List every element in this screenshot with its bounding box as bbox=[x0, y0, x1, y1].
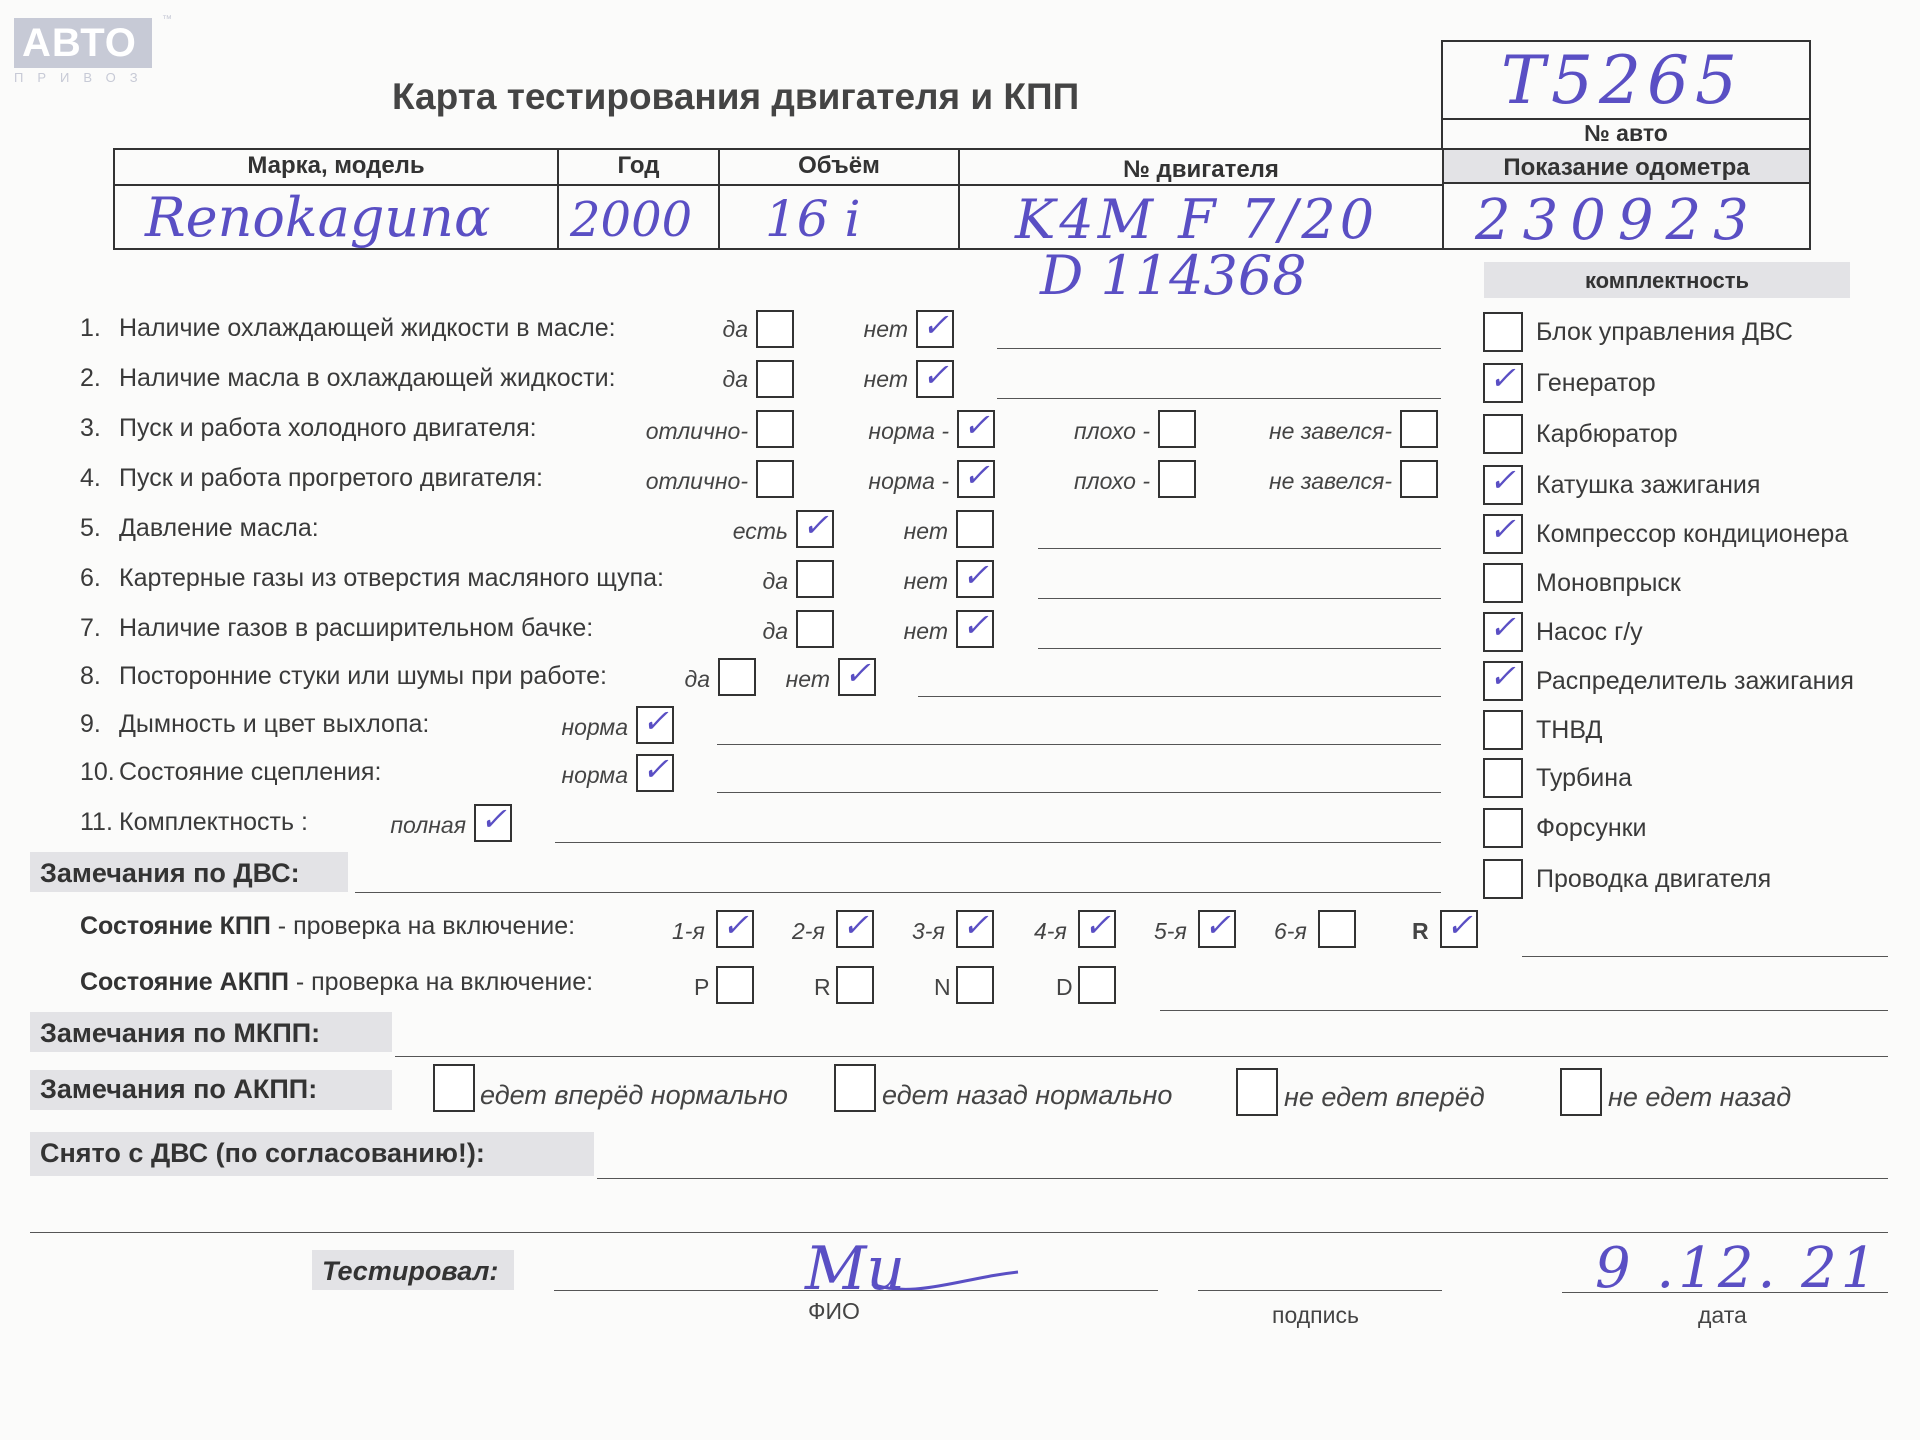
notes-line bbox=[997, 348, 1441, 349]
akpp-remark-option: не едет назад bbox=[1608, 1082, 1792, 1112]
option-checkbox[interactable] bbox=[838, 654, 876, 696]
option-checkbox[interactable] bbox=[636, 702, 674, 744]
check-mark-icon: ✓ bbox=[1489, 461, 1516, 499]
check-mark-icon: ✓ bbox=[962, 556, 989, 594]
check-mark-icon: ✓ bbox=[802, 506, 829, 544]
option-checkbox[interactable] bbox=[957, 456, 995, 498]
option-label: нет bbox=[903, 568, 948, 594]
akpp-remark-checkbox[interactable] bbox=[834, 1064, 876, 1112]
kpp-label-rest: - проверка на включение: bbox=[270, 912, 576, 940]
date-value: 9 .12. 21 bbox=[1595, 1236, 1881, 1301]
completeness-label: Форсунки bbox=[1536, 814, 1647, 842]
completeness-label: Насос г/у bbox=[1536, 618, 1643, 646]
gear-label: R bbox=[1412, 918, 1429, 944]
option-checkbox[interactable] bbox=[756, 460, 794, 498]
engine-no-value-2: D 114368 bbox=[1040, 244, 1307, 307]
completeness-checkbox[interactable] bbox=[1483, 563, 1523, 603]
completeness-label: Катушка зажигания bbox=[1536, 471, 1761, 499]
option-checkbox[interactable] bbox=[956, 510, 994, 548]
option-checkbox[interactable] bbox=[474, 800, 512, 842]
akpp-remark-option: не едет вперёд bbox=[1284, 1082, 1485, 1112]
check-label: Дымность и цвет выхлопа: bbox=[119, 710, 430, 738]
notes-line bbox=[1038, 598, 1441, 599]
check-label: Состояние сцепления: bbox=[119, 758, 382, 786]
option-label: плохо - bbox=[1074, 468, 1150, 494]
option-label: отлично- bbox=[645, 418, 748, 444]
option-label: да bbox=[762, 568, 788, 594]
akpp-mode-label: P bbox=[694, 974, 710, 1000]
completeness-checkbox[interactable] bbox=[1483, 758, 1523, 798]
check-mark-icon: ✓ bbox=[963, 406, 990, 444]
completeness-label: Распределитель зажигания bbox=[1536, 667, 1854, 695]
tested-label: Тестировал: bbox=[322, 1256, 499, 1286]
option-label: да bbox=[684, 666, 710, 692]
check-num: 6. bbox=[80, 564, 101, 592]
notes-line bbox=[997, 398, 1441, 399]
option-label: нет bbox=[785, 666, 830, 692]
gear-label: 3-я bbox=[912, 918, 945, 944]
option-checkbox[interactable] bbox=[916, 306, 954, 348]
option-label: нет bbox=[903, 518, 948, 544]
check-num: 5. bbox=[80, 514, 101, 542]
notes-line bbox=[1038, 648, 1441, 649]
option-label: норма - bbox=[868, 468, 949, 494]
notes-line bbox=[717, 792, 1441, 793]
notes-line bbox=[555, 842, 1441, 843]
check-label: Наличие охлаждающей жидкости в масле: bbox=[119, 314, 616, 342]
check-mark-icon: ✓ bbox=[1489, 359, 1516, 397]
akpp-remark-option: едет вперёд нормально bbox=[480, 1080, 788, 1110]
check-mark-icon: ✓ bbox=[962, 906, 989, 944]
logo-sub: ПРИВОЗ bbox=[14, 70, 152, 85]
option-label: да bbox=[722, 316, 748, 342]
completeness-label: Проводка двигателя bbox=[1536, 865, 1772, 893]
option-checkbox[interactable] bbox=[718, 658, 756, 696]
notes-line bbox=[918, 696, 1441, 697]
akpp-label-bold: Состояние АКПП bbox=[80, 968, 289, 996]
check-mark-icon: ✓ bbox=[1204, 906, 1231, 944]
fio-line[interactable] bbox=[554, 1290, 1158, 1291]
check-num: 10. bbox=[80, 758, 115, 786]
option-label: полная bbox=[390, 812, 466, 838]
option-checkbox[interactable] bbox=[756, 310, 794, 348]
option-label: норма bbox=[561, 762, 628, 788]
completeness-checkbox[interactable] bbox=[1483, 461, 1523, 505]
akpp-remark-checkbox[interactable] bbox=[1236, 1068, 1278, 1116]
notes-line bbox=[1038, 548, 1441, 549]
option-checkbox[interactable] bbox=[636, 750, 674, 792]
completeness-label: ТНВД bbox=[1536, 716, 1603, 744]
option-label: да bbox=[762, 618, 788, 644]
header-table bbox=[113, 148, 1811, 253]
fio-value: Mu bbox=[805, 1234, 906, 1304]
option-checkbox[interactable] bbox=[956, 556, 994, 598]
completeness-label: Генератор bbox=[1536, 369, 1656, 397]
check-label: Пуск и работа прогретого двигателя: bbox=[119, 464, 543, 492]
gear-label: 5-я bbox=[1154, 918, 1187, 944]
completeness-checkbox[interactable] bbox=[1483, 608, 1523, 652]
option-label: нет bbox=[903, 618, 948, 644]
removed-line-2[interactable] bbox=[30, 1232, 1888, 1233]
option-checkbox[interactable] bbox=[756, 360, 794, 398]
volume-value: 16 i bbox=[765, 190, 861, 248]
completeness-checkbox[interactable] bbox=[1483, 710, 1523, 750]
col-header-year: Год bbox=[617, 152, 660, 179]
option-checkbox[interactable] bbox=[956, 606, 994, 648]
completeness-checkbox[interactable] bbox=[1483, 657, 1523, 701]
check-label: Наличие масла в охлаждающей жидкости: bbox=[119, 364, 616, 392]
check-num: 1. bbox=[80, 314, 101, 342]
completeness-checkbox[interactable] bbox=[1483, 359, 1523, 403]
completeness-checkbox[interactable] bbox=[1483, 808, 1523, 848]
removed-label: Снято с ДВС (по согласованию!): bbox=[40, 1138, 485, 1168]
check-mark-icon: ✓ bbox=[842, 906, 869, 944]
logo bbox=[14, 14, 172, 85]
logo-tm: ™ bbox=[162, 14, 172, 25]
gear-checkbox[interactable] bbox=[1440, 906, 1478, 948]
option-label: не завелся- bbox=[1268, 418, 1392, 444]
check-num: 11. bbox=[80, 808, 113, 836]
kpp-label bbox=[80, 912, 575, 941]
check-num: 2. bbox=[80, 364, 101, 392]
option-label: есть bbox=[732, 518, 788, 544]
option-checkbox[interactable] bbox=[796, 506, 834, 548]
option-label: отлично- bbox=[645, 468, 748, 494]
check-mark-icon: ✓ bbox=[1489, 510, 1516, 548]
col-header-engine: № двигателя bbox=[1123, 156, 1279, 183]
vehicle-number-label-cell bbox=[1441, 118, 1811, 150]
option-label: да bbox=[722, 366, 748, 392]
check-num: 8. bbox=[80, 662, 101, 690]
logo-main: АВТО bbox=[14, 18, 152, 68]
check-mark-icon: ✓ bbox=[1489, 608, 1516, 646]
check-label: Наличие газов в расширительном бачке: bbox=[119, 614, 594, 642]
check-mark-icon: ✓ bbox=[963, 456, 990, 494]
completeness-label: Блок управления ДВС bbox=[1536, 318, 1793, 346]
akpp-notes-line[interactable] bbox=[1160, 1010, 1888, 1011]
gear-label: 2-я bbox=[792, 918, 825, 944]
check-mark-icon: ✓ bbox=[962, 606, 989, 644]
completeness-checkbox[interactable] bbox=[1483, 859, 1523, 899]
notes-line bbox=[717, 744, 1441, 745]
akpp-mode-checkbox[interactable] bbox=[1078, 966, 1116, 1004]
gear-checkbox[interactable] bbox=[1078, 906, 1116, 948]
check-mark-icon: ✓ bbox=[1446, 906, 1473, 944]
option-checkbox[interactable] bbox=[957, 406, 995, 448]
completeness-label: Моновпрыск bbox=[1536, 569, 1681, 597]
year-value: 2000 bbox=[570, 192, 693, 248]
check-label: Пуск и работа холодного двигателя: bbox=[119, 414, 537, 442]
gear-label: 6-я bbox=[1274, 918, 1307, 944]
date-caption: дата bbox=[1698, 1302, 1747, 1328]
option-checkbox[interactable] bbox=[1158, 410, 1196, 448]
mkpp-remarks-label: Замечания по МКПП: bbox=[40, 1018, 321, 1048]
check-mark-icon: ✓ bbox=[722, 906, 749, 944]
check-num: 7. bbox=[80, 614, 101, 642]
option-checkbox[interactable] bbox=[916, 356, 954, 398]
option-label: нет bbox=[863, 366, 908, 392]
sign-line[interactable] bbox=[1198, 1290, 1442, 1291]
akpp-remark-option: едет назад нормально bbox=[882, 1080, 1173, 1110]
col-header-model: Марка, модель bbox=[247, 152, 425, 179]
mkpp-remarks-line[interactable] bbox=[395, 1056, 1888, 1057]
check-num: 9. bbox=[80, 710, 101, 738]
odometer-value: 230923 bbox=[1475, 188, 1761, 253]
completeness-title: комплектность bbox=[1584, 268, 1750, 293]
gear-checkbox[interactable] bbox=[1318, 910, 1356, 948]
completeness-label: Компрессор кондиционера bbox=[1536, 520, 1849, 548]
check-label: Давление масла: bbox=[119, 514, 319, 542]
option-label: плохо - bbox=[1074, 418, 1150, 444]
akpp-remark-checkbox[interactable] bbox=[433, 1064, 475, 1112]
check-num: 3. bbox=[80, 414, 101, 442]
option-checkbox[interactable] bbox=[1158, 460, 1196, 498]
option-checkbox[interactable] bbox=[796, 610, 834, 648]
check-label: Комплектность : bbox=[119, 808, 308, 836]
signature-scribble-icon bbox=[870, 1262, 1020, 1292]
gear-label: 4-я bbox=[1034, 918, 1067, 944]
check-mark-icon: ✓ bbox=[844, 654, 871, 692]
col-header-volume: Объём bbox=[798, 152, 880, 179]
gear-label: 1-я bbox=[672, 918, 705, 944]
vehicle-number-label: № авто bbox=[1584, 120, 1668, 146]
completeness-label: Турбина bbox=[1536, 764, 1632, 792]
engine-remarks-label: Замечания по ДВС: bbox=[40, 858, 300, 888]
vehicle-number-value: T5265 bbox=[1501, 42, 1743, 119]
gear-checkbox[interactable] bbox=[956, 906, 994, 948]
check-label: Картерные газы из отверстия масляного щупа: bbox=[119, 564, 664, 592]
check-mark-icon: ✓ bbox=[922, 356, 949, 394]
completeness-checkbox[interactable] bbox=[1483, 510, 1523, 554]
option-checkbox[interactable] bbox=[756, 410, 794, 448]
option-label: нет bbox=[863, 316, 908, 342]
akpp-mode-checkbox[interactable] bbox=[836, 966, 874, 1004]
gear-checkbox[interactable] bbox=[836, 906, 874, 948]
akpp-mode-label: N bbox=[934, 974, 951, 1000]
option-checkbox[interactable] bbox=[796, 560, 834, 598]
removed-line[interactable] bbox=[597, 1178, 1888, 1179]
check-num: 4. bbox=[80, 464, 101, 492]
page-title: Карта тестирования двигателя и КПП bbox=[392, 76, 1080, 117]
gear-checkbox[interactable] bbox=[1198, 906, 1236, 948]
completeness-checkbox[interactable] bbox=[1483, 312, 1523, 352]
kpp-notes-line[interactable] bbox=[1522, 956, 1888, 957]
model-value: Renokagunα bbox=[145, 186, 491, 249]
check-mark-icon: ✓ bbox=[1489, 657, 1516, 695]
kpp-label-bold: Состояние КПП bbox=[80, 912, 271, 940]
check-mark-icon: ✓ bbox=[642, 702, 669, 740]
akpp-remarks-label: Замечания по АКПП: bbox=[40, 1074, 318, 1104]
option-checkbox[interactable] bbox=[1400, 410, 1438, 448]
sign-caption: подпись bbox=[1272, 1302, 1359, 1328]
gear-checkbox[interactable] bbox=[716, 906, 754, 948]
option-label: норма - bbox=[868, 418, 949, 444]
akpp-mode-checkbox[interactable] bbox=[956, 966, 994, 1004]
option-label: не завелся- bbox=[1268, 468, 1392, 494]
odometer-label: Показание одометра bbox=[1503, 154, 1750, 181]
akpp-label-rest: - проверка на включение: bbox=[288, 968, 594, 996]
completeness-label: Карбюратор bbox=[1536, 420, 1678, 448]
completeness-checkbox[interactable] bbox=[1483, 414, 1523, 454]
engine-remarks-line[interactable] bbox=[355, 892, 1441, 893]
akpp-mode-label: R bbox=[814, 974, 831, 1000]
vehicle-number-box bbox=[1441, 40, 1811, 120]
date-line[interactable] bbox=[1562, 1292, 1888, 1293]
akpp-remark-checkbox[interactable] bbox=[1560, 1068, 1602, 1116]
engine-no-value: K4M F 7/20 bbox=[1015, 188, 1379, 251]
check-label: Посторонние стуки или шумы при работе: bbox=[119, 662, 607, 690]
check-mark-icon: ✓ bbox=[922, 306, 949, 344]
fio-caption: ФИО bbox=[808, 1298, 860, 1324]
akpp-mode-label: D bbox=[1056, 974, 1073, 1000]
check-mark-icon: ✓ bbox=[480, 800, 507, 838]
akpp-mode-checkbox[interactable] bbox=[716, 966, 754, 1004]
option-checkbox[interactable] bbox=[1400, 460, 1438, 498]
check-mark-icon: ✓ bbox=[1084, 906, 1111, 944]
akpp-label bbox=[80, 968, 593, 997]
check-mark-icon: ✓ bbox=[642, 750, 669, 788]
option-label: норма bbox=[561, 714, 628, 740]
